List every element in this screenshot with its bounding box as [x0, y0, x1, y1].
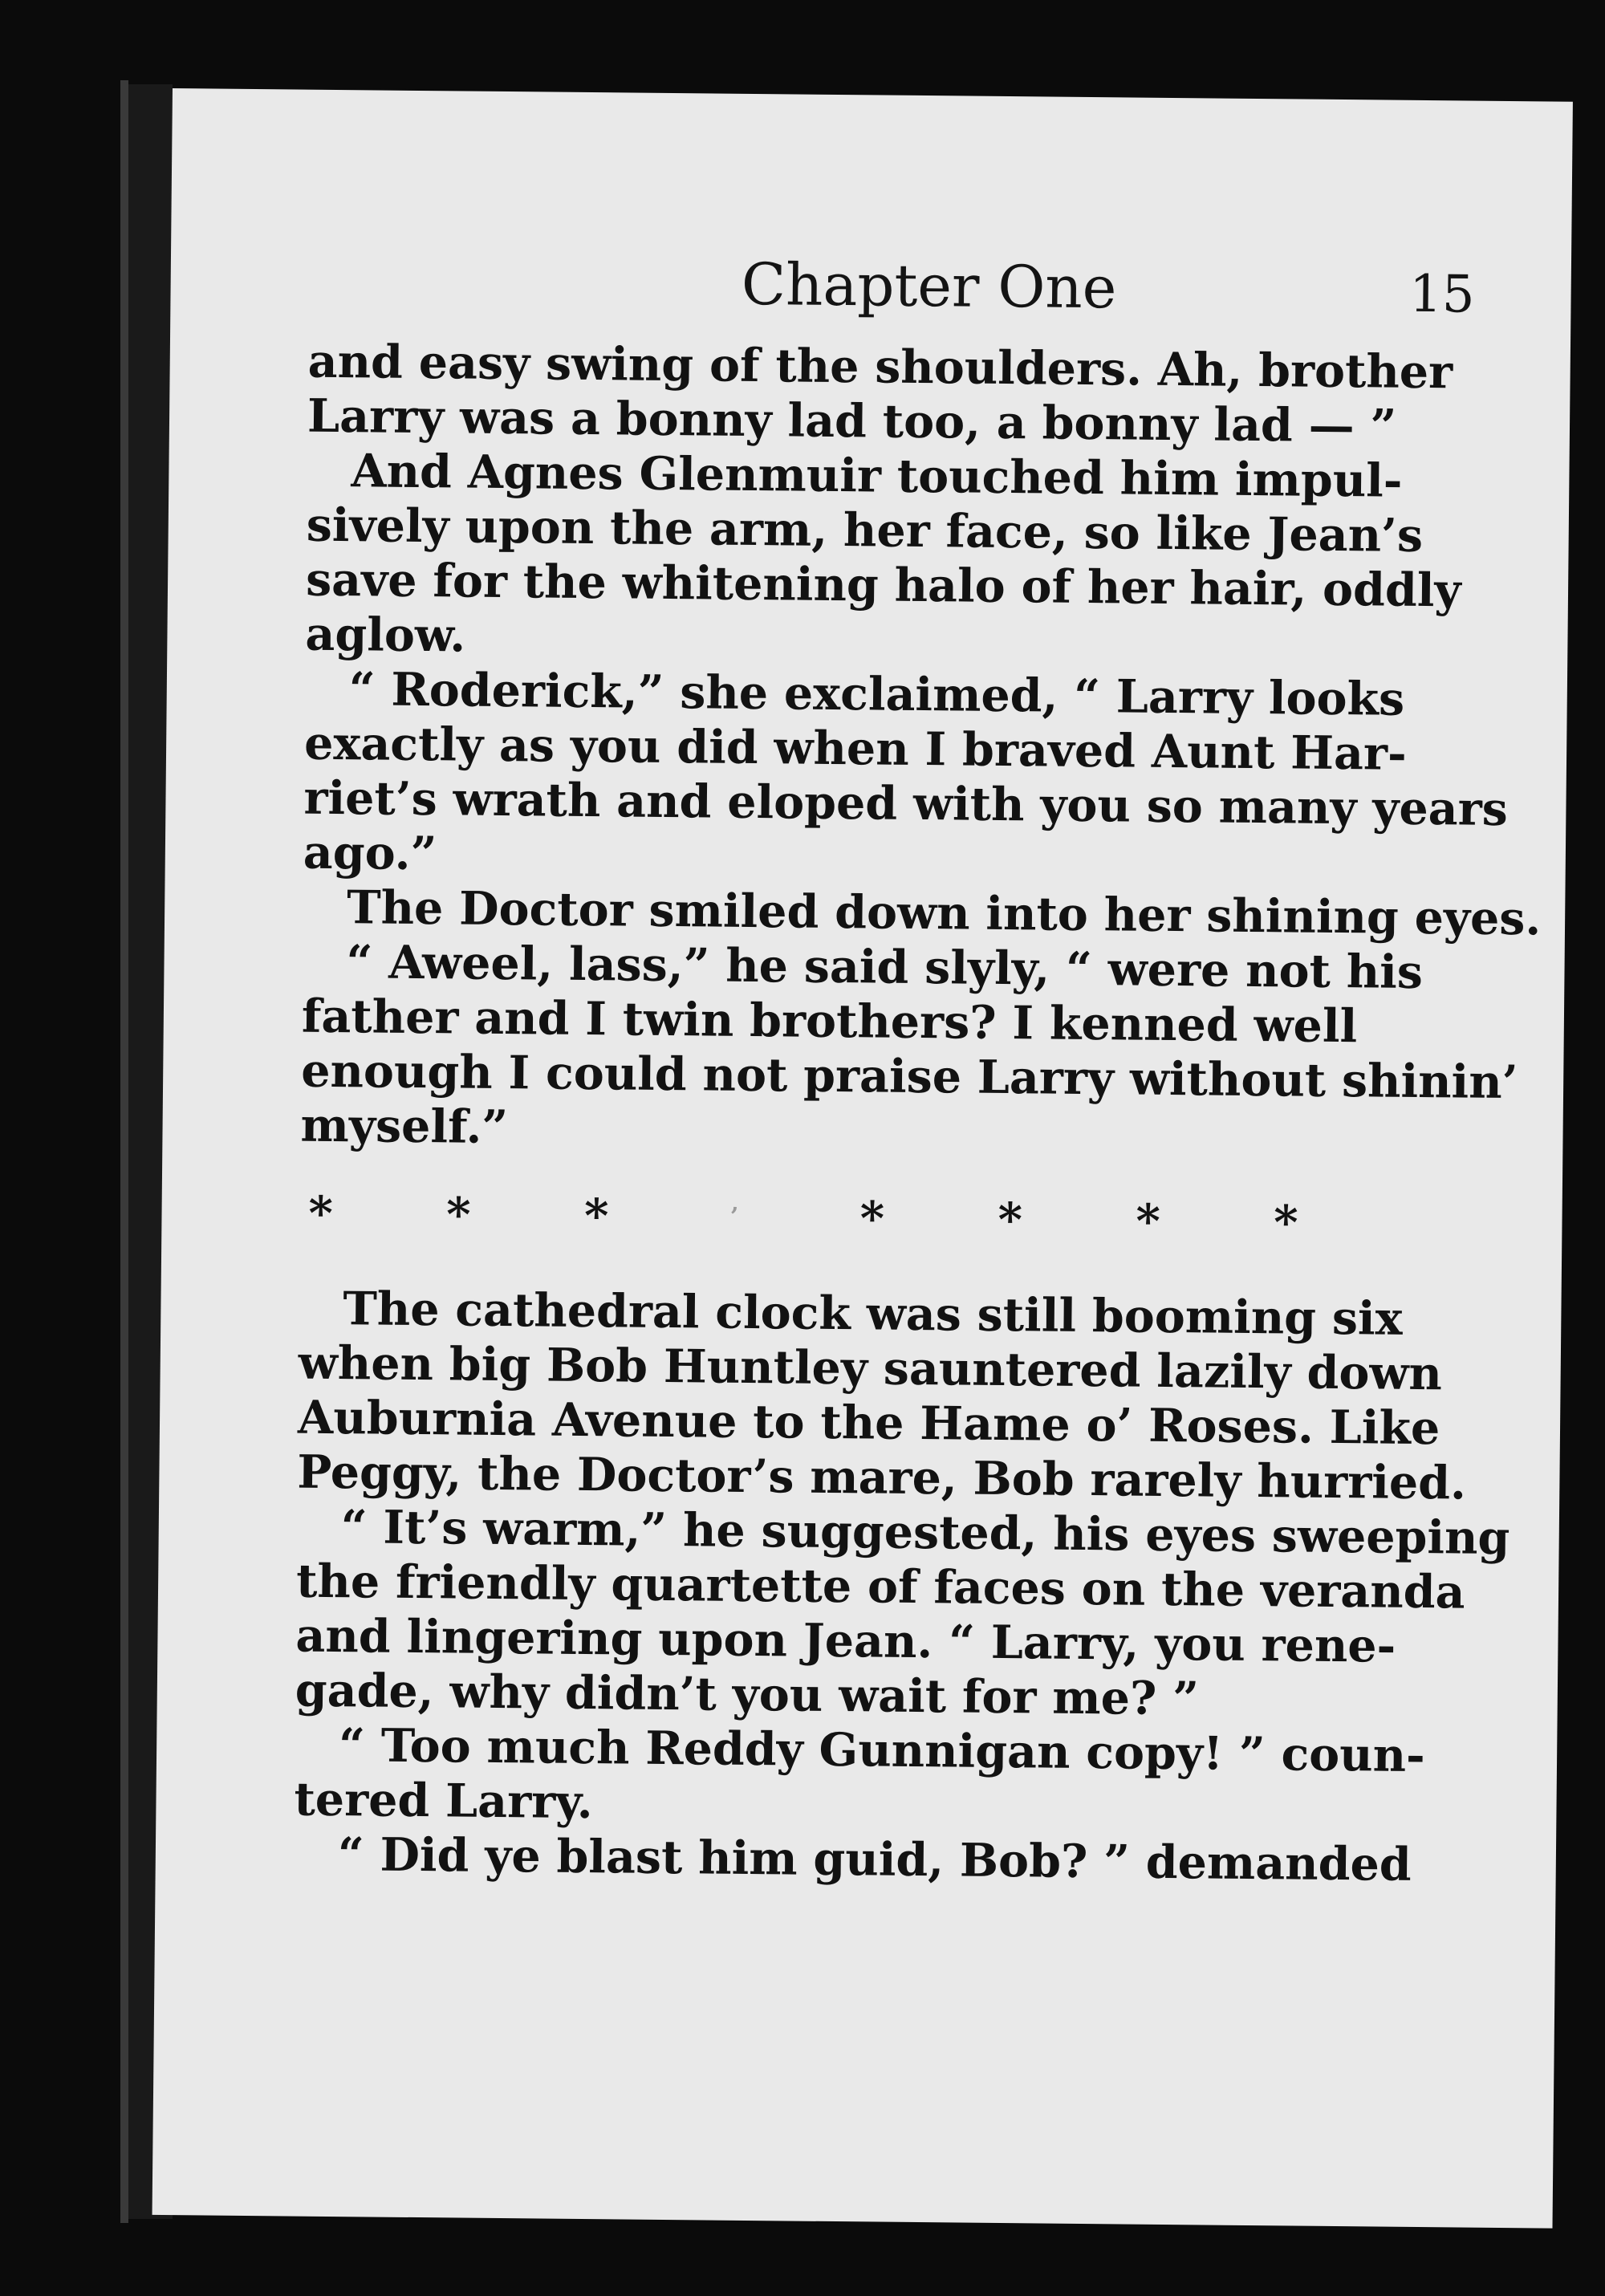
text-line: And Agnes Glenmuir touched him impul- [351, 444, 1403, 508]
text-block-after-break [294, 1282, 1510, 1892]
text-line: “ Roderick,” she exclaimed, “ Larry looks [348, 662, 1405, 726]
text-line: Larry was a bonny lad too, a bonny lad — ” [307, 388, 1397, 453]
separator-mark: * [308, 1185, 334, 1241]
text-line: Peggy, the Doctor’s mare, Bob rarely hurried. [297, 1445, 1467, 1510]
text-line: tered Larry. [294, 1772, 593, 1830]
text-line: “ It’s warm,” he suggested, his eyes sweeping [340, 1500, 1510, 1566]
text-line: the friendly quartette of faces on the veranda [295, 1554, 1465, 1619]
text-line: when big Bob Huntley sauntered lazily down [298, 1335, 1443, 1401]
text-line: The Doctor smiled down into her shining eyes. [346, 880, 1542, 946]
separator-mark: * [1273, 1195, 1298, 1250]
text-line: enough I could not praise Larry without shinin’ [300, 1043, 1518, 1110]
text-line: Auburnia Avenue to the Hame o’ Roses. Like [297, 1390, 1440, 1456]
running-header [640, 250, 1475, 346]
text-line: ago.” [303, 825, 437, 881]
separator-mark: * [583, 1188, 609, 1244]
separator-mark: ’ [729, 1202, 739, 1231]
text-line: “ Too much Reddy Gunnigan copy! ” coun- [338, 1718, 1426, 1783]
text-line: riet’s wrath and eloped with you so many years [303, 770, 1509, 837]
text-line: The cathedral clock was still booming six [343, 1282, 1403, 1346]
text-line: sively upon the arm, her face, so like Jean’s [306, 498, 1424, 563]
text-line: save for the whitening halo of her hair, oddly [305, 552, 1461, 618]
separator-mark: * [445, 1187, 471, 1242]
body-text [294, 334, 1542, 1892]
text-line: and lingering upon Jean. “ Larry, you rene- [295, 1608, 1396, 1673]
page-number: 15 [1408, 264, 1475, 325]
text-line: myself.” [300, 1098, 509, 1155]
text-block-before-break [300, 334, 1542, 1163]
text-line: “ Aweel, lass,” he said slyly, “ were not his [346, 935, 1424, 1000]
text-line: gade, why didn’t you wait for me? ” [295, 1663, 1200, 1726]
text-line: “ Did ye blast him guid, Bob? ” demanded [337, 1827, 1412, 1892]
text-line: father and I twin brothers? I kenned well [301, 989, 1358, 1054]
text-line: exactly as you did when I braved Aunt Har- [303, 716, 1408, 781]
text-line: and easy swing of the shoulders. Ah, brother [307, 334, 1453, 400]
separator-mark: * [1136, 1193, 1161, 1249]
section-break [299, 1177, 1307, 1259]
book-page [152, 88, 1573, 2229]
separator-mark: * [998, 1192, 1023, 1248]
binding-edge [120, 80, 128, 2223]
separator-mark: * [859, 1191, 885, 1246]
text-line: aglow. [305, 607, 466, 663]
chapter-title: Chapter One [741, 250, 1117, 322]
